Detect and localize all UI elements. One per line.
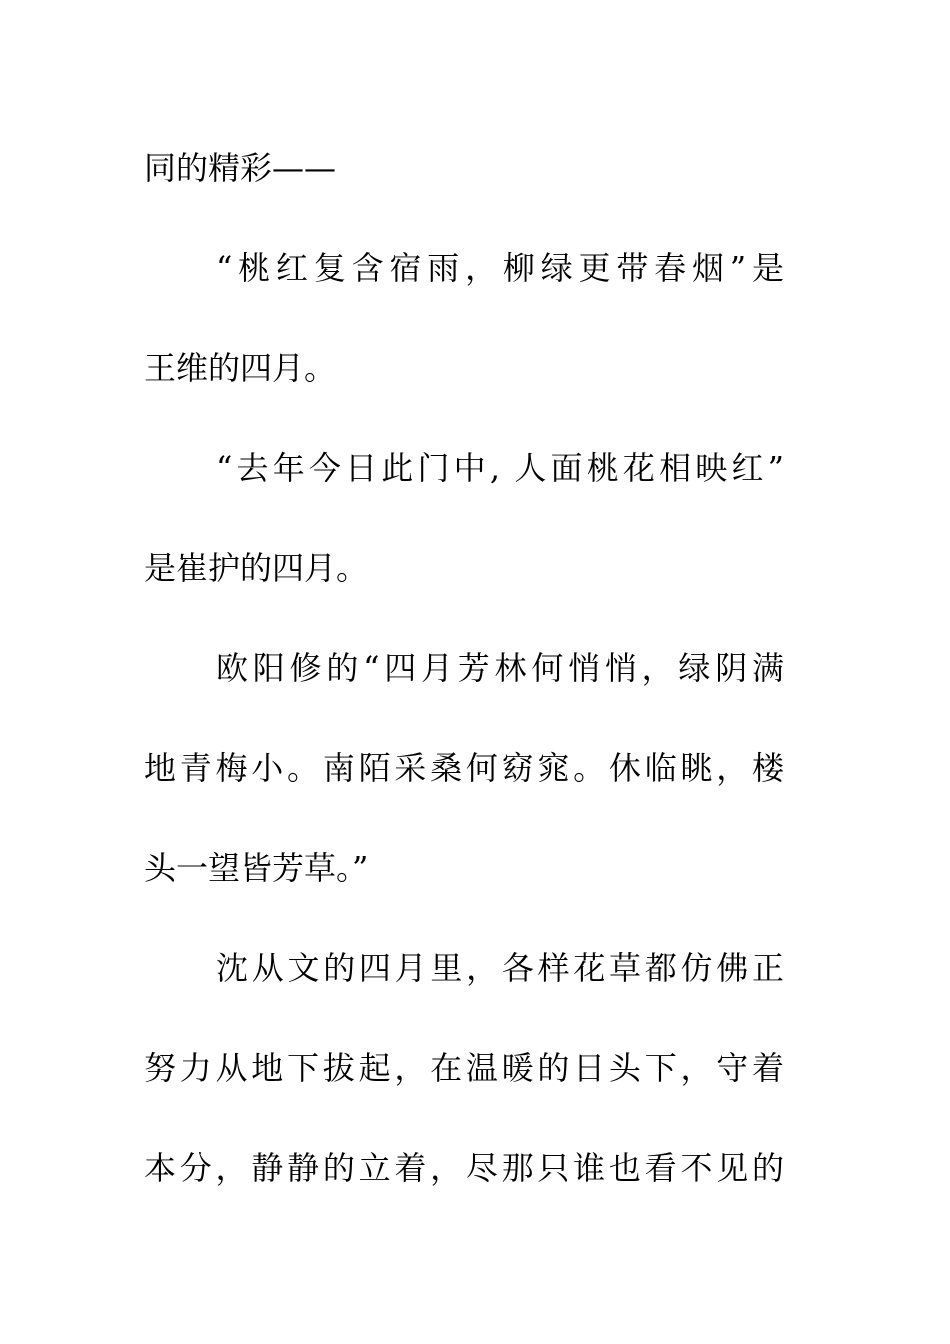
text-line-2: “桃红复含宿雨，柳绿更带春烟”是 bbox=[216, 249, 784, 287]
text-line-8: 头一望皆芳草。” bbox=[144, 849, 369, 887]
text-line-7: 地青梅小。南陌采桑何窈窕。休临眺，楼 bbox=[144, 749, 784, 787]
text-line-9: 沈从文的四月里，各样花草都仿佛正 bbox=[216, 949, 784, 987]
text-line-10: 努力从地下拔起，在温暖的日头下，守着 bbox=[144, 1049, 784, 1087]
body-text bbox=[144, 118, 784, 1218]
text-line-1: 同的精彩—— bbox=[144, 149, 337, 187]
text-line-3: 王维的四月。 bbox=[144, 349, 337, 387]
text-line-4: “去年今日此门中, 人面桃花相映红” bbox=[216, 449, 784, 487]
text-line-6: 欧阳修的“四月芳林何悄悄，绿阴满 bbox=[216, 649, 784, 687]
text-line-5: 是崔护的四月。 bbox=[144, 549, 369, 587]
text-line-11: 本分，静静的立着，尽那只谁也看不见的 bbox=[144, 1149, 784, 1187]
